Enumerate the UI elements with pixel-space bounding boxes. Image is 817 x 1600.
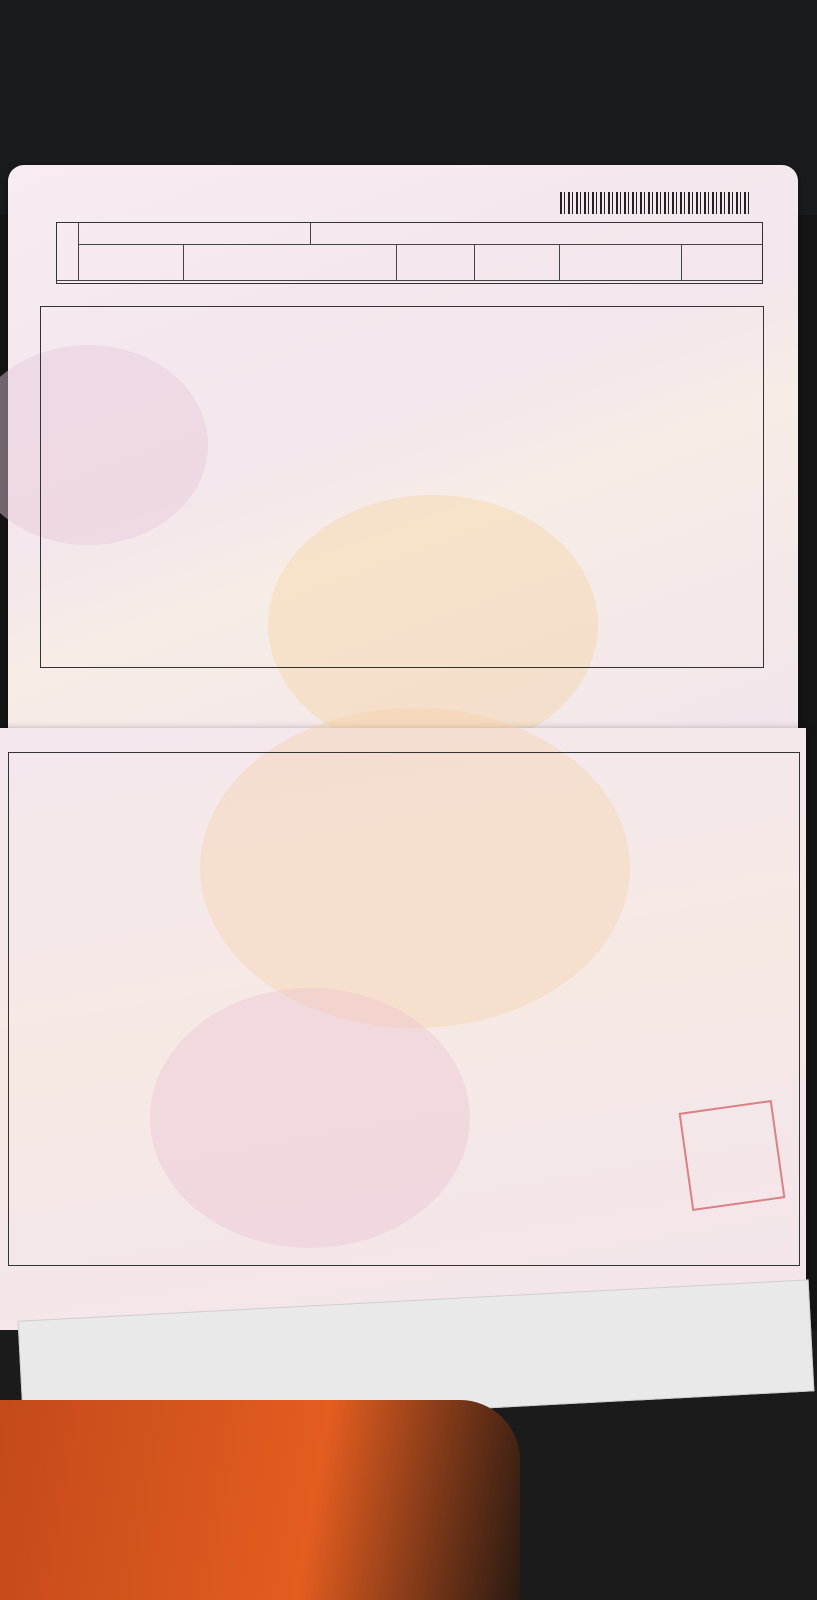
barcode xyxy=(560,192,750,214)
section-roman xyxy=(57,223,79,281)
date-label xyxy=(397,245,475,281)
transfer-grid xyxy=(40,306,764,668)
date-value xyxy=(475,245,560,281)
owner-label xyxy=(79,223,311,245)
registration-page-2 xyxy=(0,728,806,1358)
office-value xyxy=(184,245,397,281)
reg-no-label xyxy=(560,245,682,281)
official-seal xyxy=(679,1100,786,1211)
vehicle-info-grid xyxy=(8,752,800,1266)
section1-grid xyxy=(56,222,763,284)
office-label xyxy=(79,245,184,281)
registration-page-1 xyxy=(8,165,798,735)
reg-no-value xyxy=(682,245,762,281)
owner-cell xyxy=(311,223,762,245)
orange-object xyxy=(0,1400,520,1600)
